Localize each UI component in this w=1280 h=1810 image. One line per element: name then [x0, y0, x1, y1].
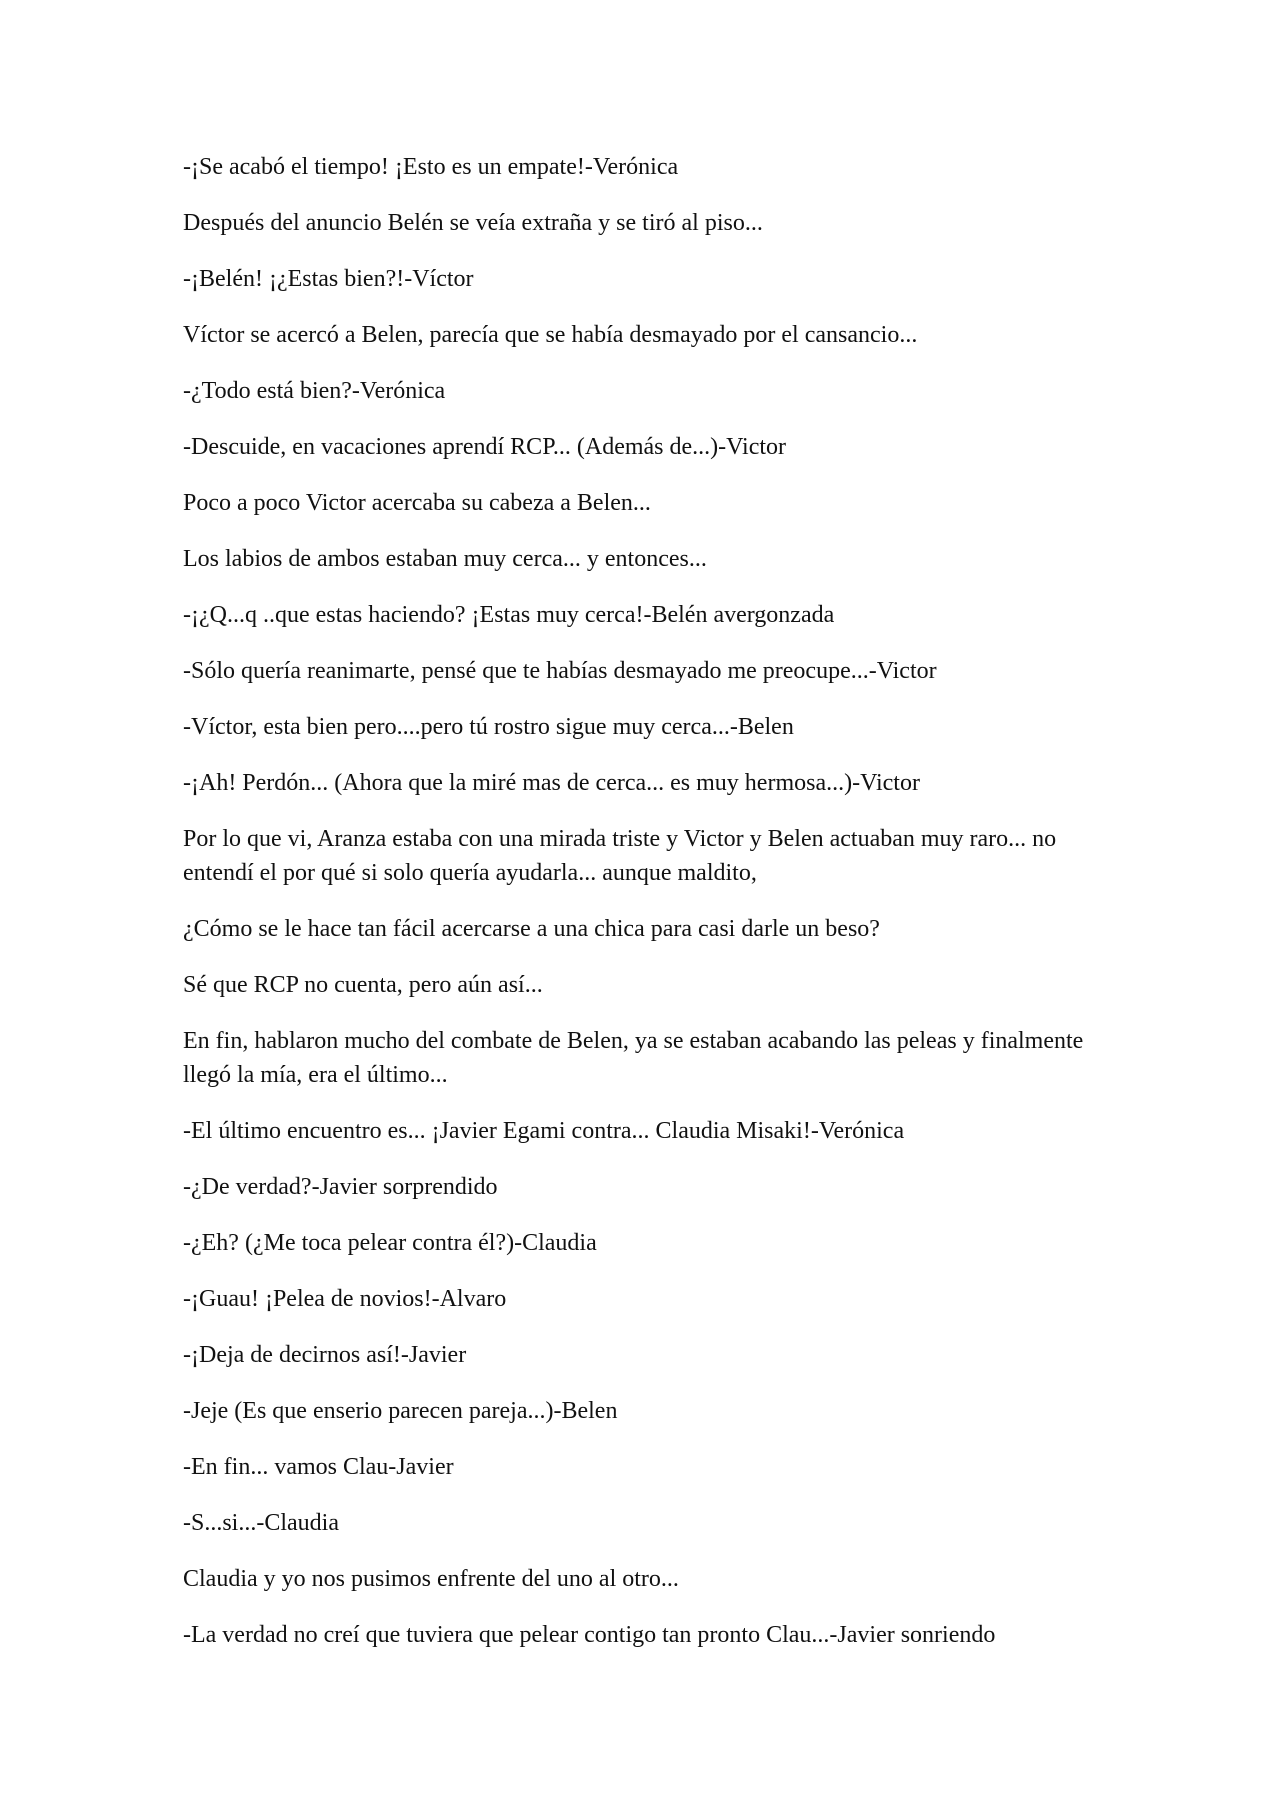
paragraph: -Descuide, en vacaciones aprendí RCP... (Además de...)-Victor — [183, 434, 787, 460]
paragraph: Por lo que vi, Aranza estaba con una mirada triste y Victor y Belen actuaban muy raro... no entendí el por qué si solo quería ayudarla... aunque maldito, — [183, 826, 1057, 886]
paragraph: -¡Guau! ¡Pelea de novios!-Alvaro — [183, 1286, 507, 1312]
paragraph: En fin, hablaron mucho del combate de Belen, ya se estaban acabando las peleas y finalmente llegó la mía, era el último... — [183, 1028, 1084, 1088]
paragraph: -Jeje (Es que enserio parecen pareja...)-Belen — [183, 1398, 618, 1424]
paragraph: Después del anuncio Belén se veía extraña y se tiró al piso... — [183, 210, 763, 236]
paragraph: Víctor se acercó a Belen, parecía que se había desmayado por el cansancio... — [183, 322, 918, 348]
paragraph: ¿Cómo se le hace tan fácil acercarse a una chica para casi darle un beso? — [183, 916, 880, 942]
paragraph: -Sólo quería reanimarte, pensé que te habías desmayado me preocupe...-Victor — [183, 658, 937, 684]
document-body — [183, 150, 1123, 1674]
paragraph: Los labios de ambos estaban muy cerca... y entonces... — [183, 546, 707, 572]
paragraph: Poco a poco Victor acercaba su cabeza a Belen... — [183, 490, 651, 516]
paragraph: -La verdad no creí que tuviera que pelear contigo tan pronto Clau...-Javier sonriendo — [183, 1622, 996, 1648]
paragraph: -¡Ah! Perdón... (Ahora que la miré mas de cerca... es muy hermosa...)-Victor — [183, 770, 920, 796]
paragraph: -Víctor, esta bien pero....pero tú rostro sigue muy cerca...-Belen — [183, 714, 794, 740]
paragraph: -¿Todo está bien?-Verónica — [183, 378, 446, 404]
paragraph: -En fin... vamos Clau-Javier — [183, 1454, 454, 1480]
paragraph: -S...si...-Claudia — [183, 1510, 339, 1536]
paragraph: -¡Deja de decirnos así!-Javier — [183, 1342, 467, 1368]
paragraph: Claudia y yo nos pusimos enfrente del uno al otro... — [183, 1566, 679, 1592]
paragraph: Sé que RCP no cuenta, pero aún así... — [183, 972, 543, 998]
paragraph: -El último encuentro es... ¡Javier Egami contra... Claudia Misaki!-Verónica — [183, 1118, 905, 1144]
paragraph: -¡¿Q...q ..que estas haciendo? ¡Estas muy cerca!-Belén avergonzada — [183, 602, 835, 628]
paragraph: -¿Eh? (¿Me toca pelear contra él?)-Claudia — [183, 1230, 597, 1256]
paragraph: -¿De verdad?-Javier sorprendido — [183, 1174, 498, 1200]
paragraph: -¡Belén! ¡¿Estas bien?!-Víctor — [183, 266, 474, 292]
paragraph: -¡Se acabó el tiempo! ¡Esto es un empate!-Verónica — [183, 154, 679, 180]
